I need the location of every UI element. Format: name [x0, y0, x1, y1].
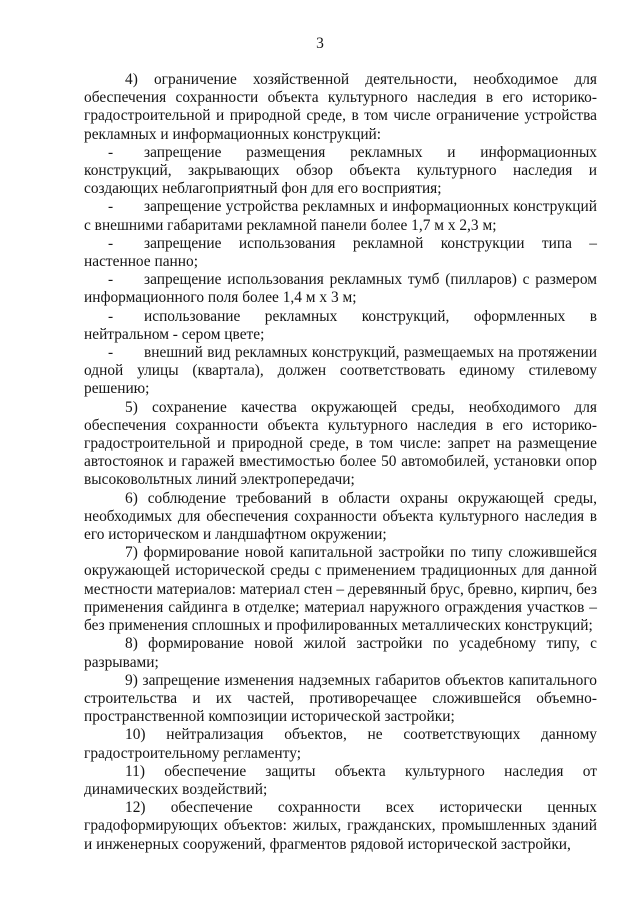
bullet-dash: -	[108, 344, 114, 362]
bullet-dash: -	[108, 271, 114, 289]
bullet-text: использование рекламных конструкций, оформленных в нейтральном - сером цвете;	[84, 307, 597, 343]
document-body	[84, 71, 597, 854]
bullet-text: запрещение использования рекламных тумб (пилларов) с размером информационного поля более 1,4 м х 3 м;	[84, 271, 597, 307]
paragraph-item-12: 12) обеспечение сохранности всех исторически ценных градоформирующих объектов: жилых, гражданских, промышленных зданий и инженерных сооружений, фрагментов рядовой исторической застройки,	[84, 799, 597, 853]
bullet-item	[84, 235, 597, 271]
bullet-text: внешний вид рекламных конструкций, размещаемых на протяжении одной улицы (квартала), должен соответствовать единому стилевому решению;	[84, 344, 597, 398]
paragraph-item-5: 5) сохранение качества окружающей среды, необходимого для обеспечения сохранности объекта культурного наследия в его историко-градостроительной и природной среде, в том числе: запрет на размещение автостоянок и гаражей вместимостью более 50 автомобилей, установки опор высоковольтных линий электропередачи;	[84, 398, 597, 489]
bullet-text: запрещение размещения рекламных и информационных конструкций, закрывающих обзор объекта культурного наследия и создающих неблагоприятный фон для его восприятия;	[84, 143, 597, 198]
bullet-dash: -	[108, 234, 114, 252]
bullet-dash: -	[108, 307, 114, 325]
paragraph-item-6: 6) соблюдение требований в области охраны окружающей среды, необходимых для обеспечения сохранности объекта культурного наследия в его историческом и ландшафтном окружении;	[84, 489, 597, 544]
bullet-dash: -	[108, 198, 114, 216]
bullet-dash: -	[108, 143, 114, 161]
bullet-item	[84, 308, 597, 344]
paragraph-item-8: 8) формирование новой жилой застройки по усадебному типу, с разрывами;	[84, 635, 597, 671]
page-number: 3	[316, 35, 324, 52]
paragraph-item-4: 4) ограничение хозяйственной деятельности, необходимое для обеспечения сохранности объекта культурного наследия в его историко-градостроительной и природной среде, в том числе ограничение устройства рекламных и информационных конструкций:	[84, 71, 597, 143]
bullet-item	[84, 271, 597, 307]
paragraph-item-9: 9) запрещение изменения надземных габаритов объектов капитального строительства и их частей, противоречащее сложившейся объемно-пространственной композиции исторической застройки;	[84, 671, 597, 726]
paragraph-item-7: 7) формирование новой капитальной застройки по типу сложившейся окружающей исторической среды с применением традиционных для данной местности материалов: материал стен – деревянный брус, бревно, кирпич, без применения сайдинга в отделке; материал наружного ограждения участков – без применения сплошных и профилированных металлических конструкций;	[84, 544, 597, 635]
paragraph-item-10: 10) нейтрализация объектов, не соответствующих данному градостроительному регламенту;	[84, 726, 597, 762]
bullet-item	[84, 198, 597, 234]
bullet-text: запрещение устройства рекламных и информационных конструкций с внешними габаритами рекламной панели более 1,7 м х 2,3 м;	[84, 198, 597, 234]
bullet-item	[84, 144, 597, 199]
bullet-item	[84, 344, 597, 399]
paragraph-item-11: 11) обеспечение защиты объекта культурного наследия от динамических воздействий;	[84, 762, 597, 798]
bullet-text: запрещение использования рекламной конструкции типа – настенное панно;	[84, 234, 597, 271]
